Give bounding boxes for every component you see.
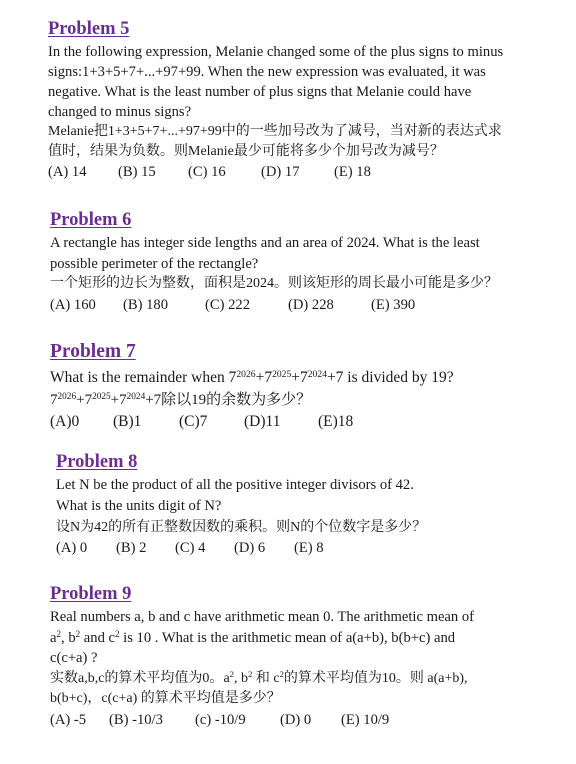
problem-title: Problem 6 bbox=[50, 210, 132, 230]
answer-choices bbox=[50, 411, 570, 433]
problem-text-en: signs:1+3+5+7+...+97+99. When the new expression was evaluated, it was bbox=[48, 64, 486, 80]
problem-text-zh: 设N为42的所有正整数因数的乘积。则N的个位数字是多少？ bbox=[56, 520, 427, 535]
choice-d: (D)11 bbox=[244, 413, 281, 430]
problem-text-en: possible perimeter of the rectangle? bbox=[50, 255, 259, 272]
problem-text-en: $a^2$, $b^2$ and $c^2$ is 10 . What is the arithmetic mean of a(a+b), b(b+c) and bbox=[50, 628, 456, 646]
choice-e: (E) 10/9 bbox=[341, 711, 390, 728]
answer-choices bbox=[50, 295, 570, 316]
problem-title: Problem 7 bbox=[50, 341, 136, 362]
problem-title: Problem 5 bbox=[48, 19, 130, 39]
choice-c: (C) 16 bbox=[188, 164, 226, 180]
problem-text-en: A rectangle has integer side lengths and an area of 2024. What is the least bbox=[50, 235, 480, 251]
problem-text-en: What is the units digit of N? bbox=[56, 498, 222, 514]
problem-5 bbox=[48, 18, 568, 182]
problem-text-en: What is the remainder when $7^{2026}+7^{2025}+7^{2024}+7$ is divided by 19? bbox=[50, 368, 454, 386]
choice-a: (A) 0 bbox=[56, 540, 88, 556]
answer-choices bbox=[48, 162, 568, 182]
problem-text-zh: 一个矩形的边长为整数，面积是2024。则该矩形的周长最小可能是多少？ bbox=[50, 276, 498, 291]
problem-text-zh: 值时，结果为负数。则Melanie最少可能将多少个加号改为减号？ bbox=[48, 144, 444, 159]
problem-9 bbox=[50, 583, 570, 730]
choice-d: (D) 6 bbox=[234, 540, 266, 556]
problem-text-en: negative. What is the least number of plus signs that Melanie could have bbox=[48, 84, 472, 100]
problem-title: Problem 9 bbox=[50, 584, 132, 604]
choice-d: (D) 228 bbox=[288, 296, 334, 313]
problem-text-zh: Melanie把1+3+5+7+...+97+99中的一些加号改为了减号，当对新的表达式求 bbox=[48, 124, 502, 139]
choice-c: (C) 222 bbox=[205, 296, 250, 313]
choice-e: (E)18 bbox=[318, 413, 354, 430]
problem-6 bbox=[50, 209, 570, 315]
answer-choices bbox=[56, 538, 566, 559]
problem-text-en: c(c+a) ? bbox=[50, 650, 98, 666]
choice-a: (A) 14 bbox=[48, 164, 87, 180]
choice-b: (B)1 bbox=[113, 413, 142, 430]
choice-b: (B) -10/3 bbox=[109, 711, 163, 728]
problem-title: Problem 8 bbox=[56, 452, 138, 472]
problem-text-en: Let N be the product of all the positive integer divisors of 42. bbox=[56, 477, 414, 493]
choice-a: (A)0 bbox=[50, 413, 80, 430]
problem-text-en: Real numbers a, b and c have arithmetic mean 0. The arithmetic mean of bbox=[50, 609, 475, 625]
answer-choices bbox=[50, 710, 570, 731]
problem-7 bbox=[50, 340, 570, 433]
choice-a: (A) -5 bbox=[50, 711, 87, 728]
problem-text-zh: b(b+c)，c(c+a) 的算术平均值是多少？ bbox=[50, 691, 281, 706]
choice-e: (E) 390 bbox=[371, 296, 416, 313]
problem-text-en: In the following expression, Melanie changed some of the plus signs to minus bbox=[48, 44, 504, 60]
problem-text-en: changed to minus signs? bbox=[48, 104, 192, 120]
choice-b: (B) 15 bbox=[118, 164, 156, 180]
problem-8 bbox=[56, 451, 566, 559]
choice-d: (D) 0 bbox=[280, 711, 312, 728]
choice-e: (E) 18 bbox=[334, 164, 371, 180]
choice-e: (E) 8 bbox=[294, 540, 324, 556]
problem-text-zh: $7^{2026}+7^{2025}+7^{2024}+7$除以19的余数为多少？ bbox=[50, 391, 312, 408]
problem-text-zh: 实数a,b,c的算术平均值为0。$a^2$, $b^2$ 和 $c^2$的算术平均值为10。则 a(a+b), bbox=[50, 668, 468, 686]
choice-c: (C) 4 bbox=[175, 540, 206, 556]
choice-b: (B) 180 bbox=[123, 296, 168, 313]
choice-c: (c) -10/9 bbox=[195, 711, 246, 728]
choice-d: (D) 17 bbox=[261, 164, 300, 180]
choice-b: (B) 2 bbox=[116, 540, 147, 556]
choice-a: (A) 160 bbox=[50, 296, 96, 313]
choice-c: (C)7 bbox=[179, 413, 208, 430]
